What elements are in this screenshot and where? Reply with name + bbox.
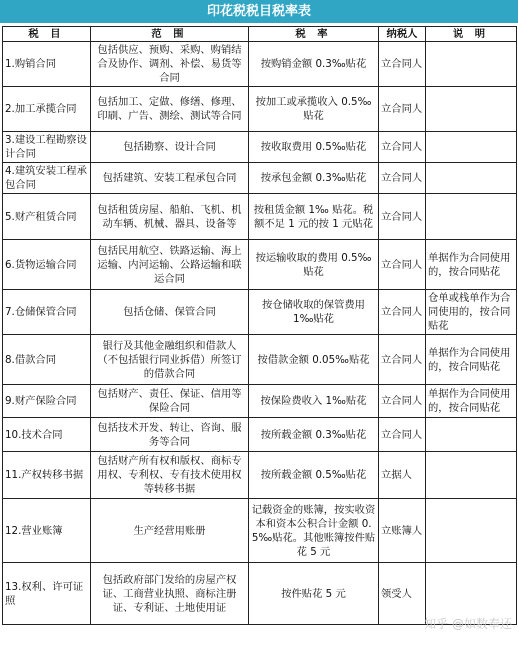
table-row (3, 240, 517, 290)
cell-item: 4.建筑安装工程承包合同 (3, 163, 91, 194)
cell-scope: 包括财产、责任、保证、信用等保险合同 (91, 385, 249, 418)
cell-item: 3.建设工程勘察设计合同 (3, 132, 91, 163)
cell-note (426, 87, 517, 132)
table-row (3, 42, 517, 87)
cell-item: 13.权利、许可证照 (3, 563, 91, 625)
table-row (3, 163, 517, 194)
cell-rate: 按承包金额 0.3‰贴花 (249, 163, 379, 194)
cell-scope: 包括仓储、保管合同 (91, 290, 249, 335)
table-row (3, 452, 517, 499)
table-row (3, 132, 517, 163)
cell-rate: 记载资金的账簿，按实收资本和资本公积合计金额 0.5‰贴花。其他账簿按件贴花 5 元 (249, 499, 379, 563)
cell-note (426, 163, 517, 194)
cell-item: 10.技术合同 (3, 418, 91, 452)
cell-note (426, 452, 517, 499)
table-row (3, 87, 517, 132)
cell-payer: 立合同人 (379, 418, 426, 452)
table-row (3, 290, 517, 335)
cell-item: 6.货物运输合同 (3, 240, 91, 290)
cell-payer: 立合同人 (379, 42, 426, 87)
cell-note: 单据作为合同使用的，按合同贴花 (426, 335, 517, 385)
cell-payer: 立合同人 (379, 385, 426, 418)
cell-payer: 立合同人 (379, 240, 426, 290)
cell-rate: 按保险费收入 1‰贴花 (249, 385, 379, 418)
table-title: 印花税税目税率表 (0, 0, 518, 23)
cell-item: 11.产权转移书据 (3, 452, 91, 499)
header-rate: 税 率 (249, 27, 379, 42)
cell-scope: 银行及其他金融组织和借款人（不包括银行同业拆借）所签订的借款合同 (91, 335, 249, 385)
cell-rate: 按所载金额 0.5‰贴花 (249, 452, 379, 499)
cell-note (426, 418, 517, 452)
cell-payer: 立合同人 (379, 335, 426, 385)
header-row (3, 27, 517, 42)
cell-item: 1.购销合同 (3, 42, 91, 87)
cell-payer: 立据人 (379, 452, 426, 499)
cell-note: 单据作为合同使用的，按合同贴花 (426, 385, 517, 418)
cell-rate: 按所载金额 0.3‰贴花 (249, 418, 379, 452)
table-row (3, 499, 517, 563)
cell-item: 2.加工承揽合同 (3, 87, 91, 132)
cell-scope: 包括建筑、安装工程承包合同 (91, 163, 249, 194)
cell-note (426, 194, 517, 240)
cell-scope: 包括勘察、设计合同 (91, 132, 249, 163)
cell-scope: 包括财产所有权和版权、商标专用权、专利权、专有技术使用权等转移书据 (91, 452, 249, 499)
cell-item: 9.财产保险合同 (3, 385, 91, 418)
header-note: 说 明 (426, 27, 517, 42)
cell-rate: 按收取费用 0.5‰贴花 (249, 132, 379, 163)
cell-note (426, 42, 517, 87)
header-payer: 纳税人 (379, 27, 426, 42)
cell-payer: 立合同人 (379, 132, 426, 163)
cell-scope: 生产经营用账册 (91, 499, 249, 563)
cell-scope: 包括技术开发、转让、咨询、服务等合同 (91, 418, 249, 452)
cell-payer: 立合同人 (379, 87, 426, 132)
cell-scope: 包括租赁房屋、船舶、飞机、机动车辆、机械、器具、设备等 (91, 194, 249, 240)
cell-item: 5.财产租赁合同 (3, 194, 91, 240)
cell-item: 12.营业账簿 (3, 499, 91, 563)
cell-note: 单据作为合同使用的，按合同贴花 (426, 240, 517, 290)
cell-scope: 包括政府部门发给的房屋产权证、工商营业执照、商标注册证、专利证、土地使用证 (91, 563, 249, 625)
cell-note (426, 499, 517, 563)
cell-rate: 按购销金额 0.3‰贴花 (249, 42, 379, 87)
cell-scope: 包括民用航空、铁路运输、海上运输、内河运输、公路运输和联运合同 (91, 240, 249, 290)
cell-scope: 包括供应、预购、采购、购销结合及协作、调剂、补偿、易货等合同 (91, 42, 249, 87)
cell-payer: 领受人 (379, 563, 426, 625)
cell-note: 仓单或栈单作为合同使用的，按合同贴花 (426, 290, 517, 335)
cell-rate: 按件贴花 5 元 (249, 563, 379, 625)
cell-rate: 按租赁金额 1‰ 贴花。税额不足 1 元的按 1 元贴花 (249, 194, 379, 240)
cell-rate: 按运输收取的费用 0.5‰贴花 (249, 240, 379, 290)
table-row (3, 194, 517, 240)
table-row (3, 418, 517, 452)
cell-payer: 立合同人 (379, 290, 426, 335)
cell-item: 8.借款合同 (3, 335, 91, 385)
cell-rate: 按借款金额 0.05‰贴花 (249, 335, 379, 385)
cell-scope: 包括加工、定做、修缮、修理、印刷、广告、测绘、测试等合同 (91, 87, 249, 132)
table-row (3, 335, 517, 385)
cell-rate: 按加工或承揽收入 0.5‰贴花 (249, 87, 379, 132)
tax-rate-table (2, 26, 517, 625)
cell-payer: 立合同人 (379, 194, 426, 240)
header-item: 税 目 (3, 27, 91, 42)
cell-payer: 立合同人 (379, 163, 426, 194)
cell-rate: 按仓储收取的保管费用 1‰贴花 (249, 290, 379, 335)
table-row (3, 385, 517, 418)
cell-item: 7.仓储保管合同 (3, 290, 91, 335)
cell-payer: 立账簿人 (379, 499, 426, 563)
header-scope: 范 围 (91, 27, 249, 42)
cell-note (426, 132, 517, 163)
watermark: 知乎 @如数奉还 (424, 617, 512, 631)
